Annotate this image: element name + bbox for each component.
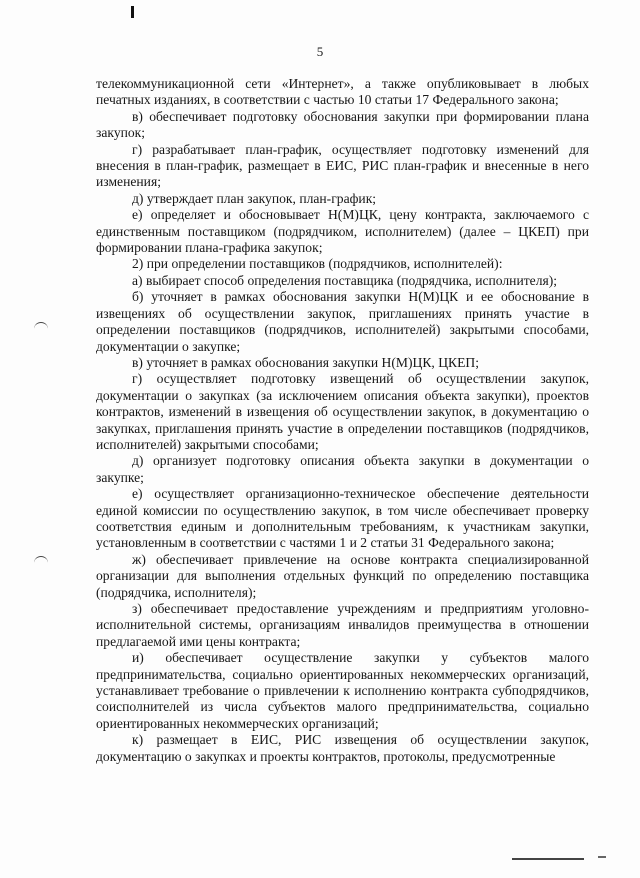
paragraph-continuation: телекоммуникационной сети «Интернет», а также опубликовывает в любых печатных изданиях, в соответствии с частью 10 статьи 17 Федерального закона; <box>96 76 589 108</box>
paragraph: и) обеспечивает осуществление закупки у субъектов малого предпринимательства, социально ориентированных некоммерческих организаций, устанавливает требование о привлечении к исполнению контракта субподрядчиков, соисполнителей из числа субъектов малого предпринимательства, социально ориентированных некоммерческих организаций; <box>96 650 589 731</box>
paragraph: е) определяет и обосновывает Н(М)ЦК, цену контракта, заключаемого с единственным поставщиком (подрядчиком, исполнителем) (далее – ЦКЕП) при формировании плана-графика закупок; <box>96 207 589 256</box>
paragraph: д) утверждает план закупок, план-график; <box>132 190 377 206</box>
paragraph: в) уточняет в рамках обоснования закупки Н(М)ЦК, ЦКЕП; <box>132 354 479 370</box>
document-body <box>96 76 589 765</box>
paragraph: в) обеспечивает подготовку обоснования закупки при формировании плана закупок; <box>96 108 589 141</box>
paragraph: г) осуществляет подготовку извещений об осуществлении закупок, документации о закупках (за исключением описания объекта закупки), проектов контрактов, изменений в извещения об осуществлении закупок, в документацию о закупках, приглашения принять участие в определении поставщиков (подрядчиков, исполнителей) закрытыми способами; <box>96 371 589 452</box>
binder-hole-mark <box>34 556 48 563</box>
paragraph: д) организует подготовку описания объекта закупки в документации о закупке; <box>96 453 589 485</box>
page-number: 5 <box>316 44 324 59</box>
footer-mark <box>598 856 606 858</box>
paragraph: а) выбирает способ определения поставщика (подрядчика, исполнителя); <box>132 272 558 288</box>
scan-artifact-mark <box>131 6 134 18</box>
paragraph: з) обеспечивает предоставление учреждениям и предприятиям уголовно-исполнительной системы, организациям инвалидов преимущества в отношении предлагаемой ими цены контракта; <box>96 601 589 649</box>
paragraph: к) размещает в ЕИС, РИС извещения об осуществлении закупок, документацию о закупках и проекты контрактов, протоколы, предусмотренные <box>96 732 589 764</box>
footer-rule <box>512 858 584 860</box>
paragraph: г) разрабатывает план-график, осуществляет подготовку изменений для внесения в план-график, размещает в ЕИС, РИС план-график и внесенные в него изменения; <box>96 141 589 190</box>
paragraph: е) осуществляет организационно-техническое обеспечение деятельности единой комиссии по осуществлению закупок, в том числе обеспечивает проверку соответствия единым и дополнительным требованиям, к участникам закупки, установленным в соответствии с частями 1 и 2 статьи 31 Федерального закона; <box>96 486 589 551</box>
binder-hole-mark <box>34 322 48 329</box>
paragraph: 2) при определении поставщиков (подрядчиков, исполнителей): <box>132 256 503 272</box>
paragraph: ж) обеспечивает привлечение на основе контракта специализированной организации для выполнения отдельных функций по определению поставщика (подрядчика, исполнителя); <box>96 551 589 600</box>
paragraph: б) уточняет в рамках обоснования закупки Н(М)ЦК и ее обоснование в извещениях об осуществлении закупок, приглашениях принять участие в определении поставщиков (подрядчиков, исполнителей) закрытыми способами, документации о закупке; <box>96 289 589 354</box>
